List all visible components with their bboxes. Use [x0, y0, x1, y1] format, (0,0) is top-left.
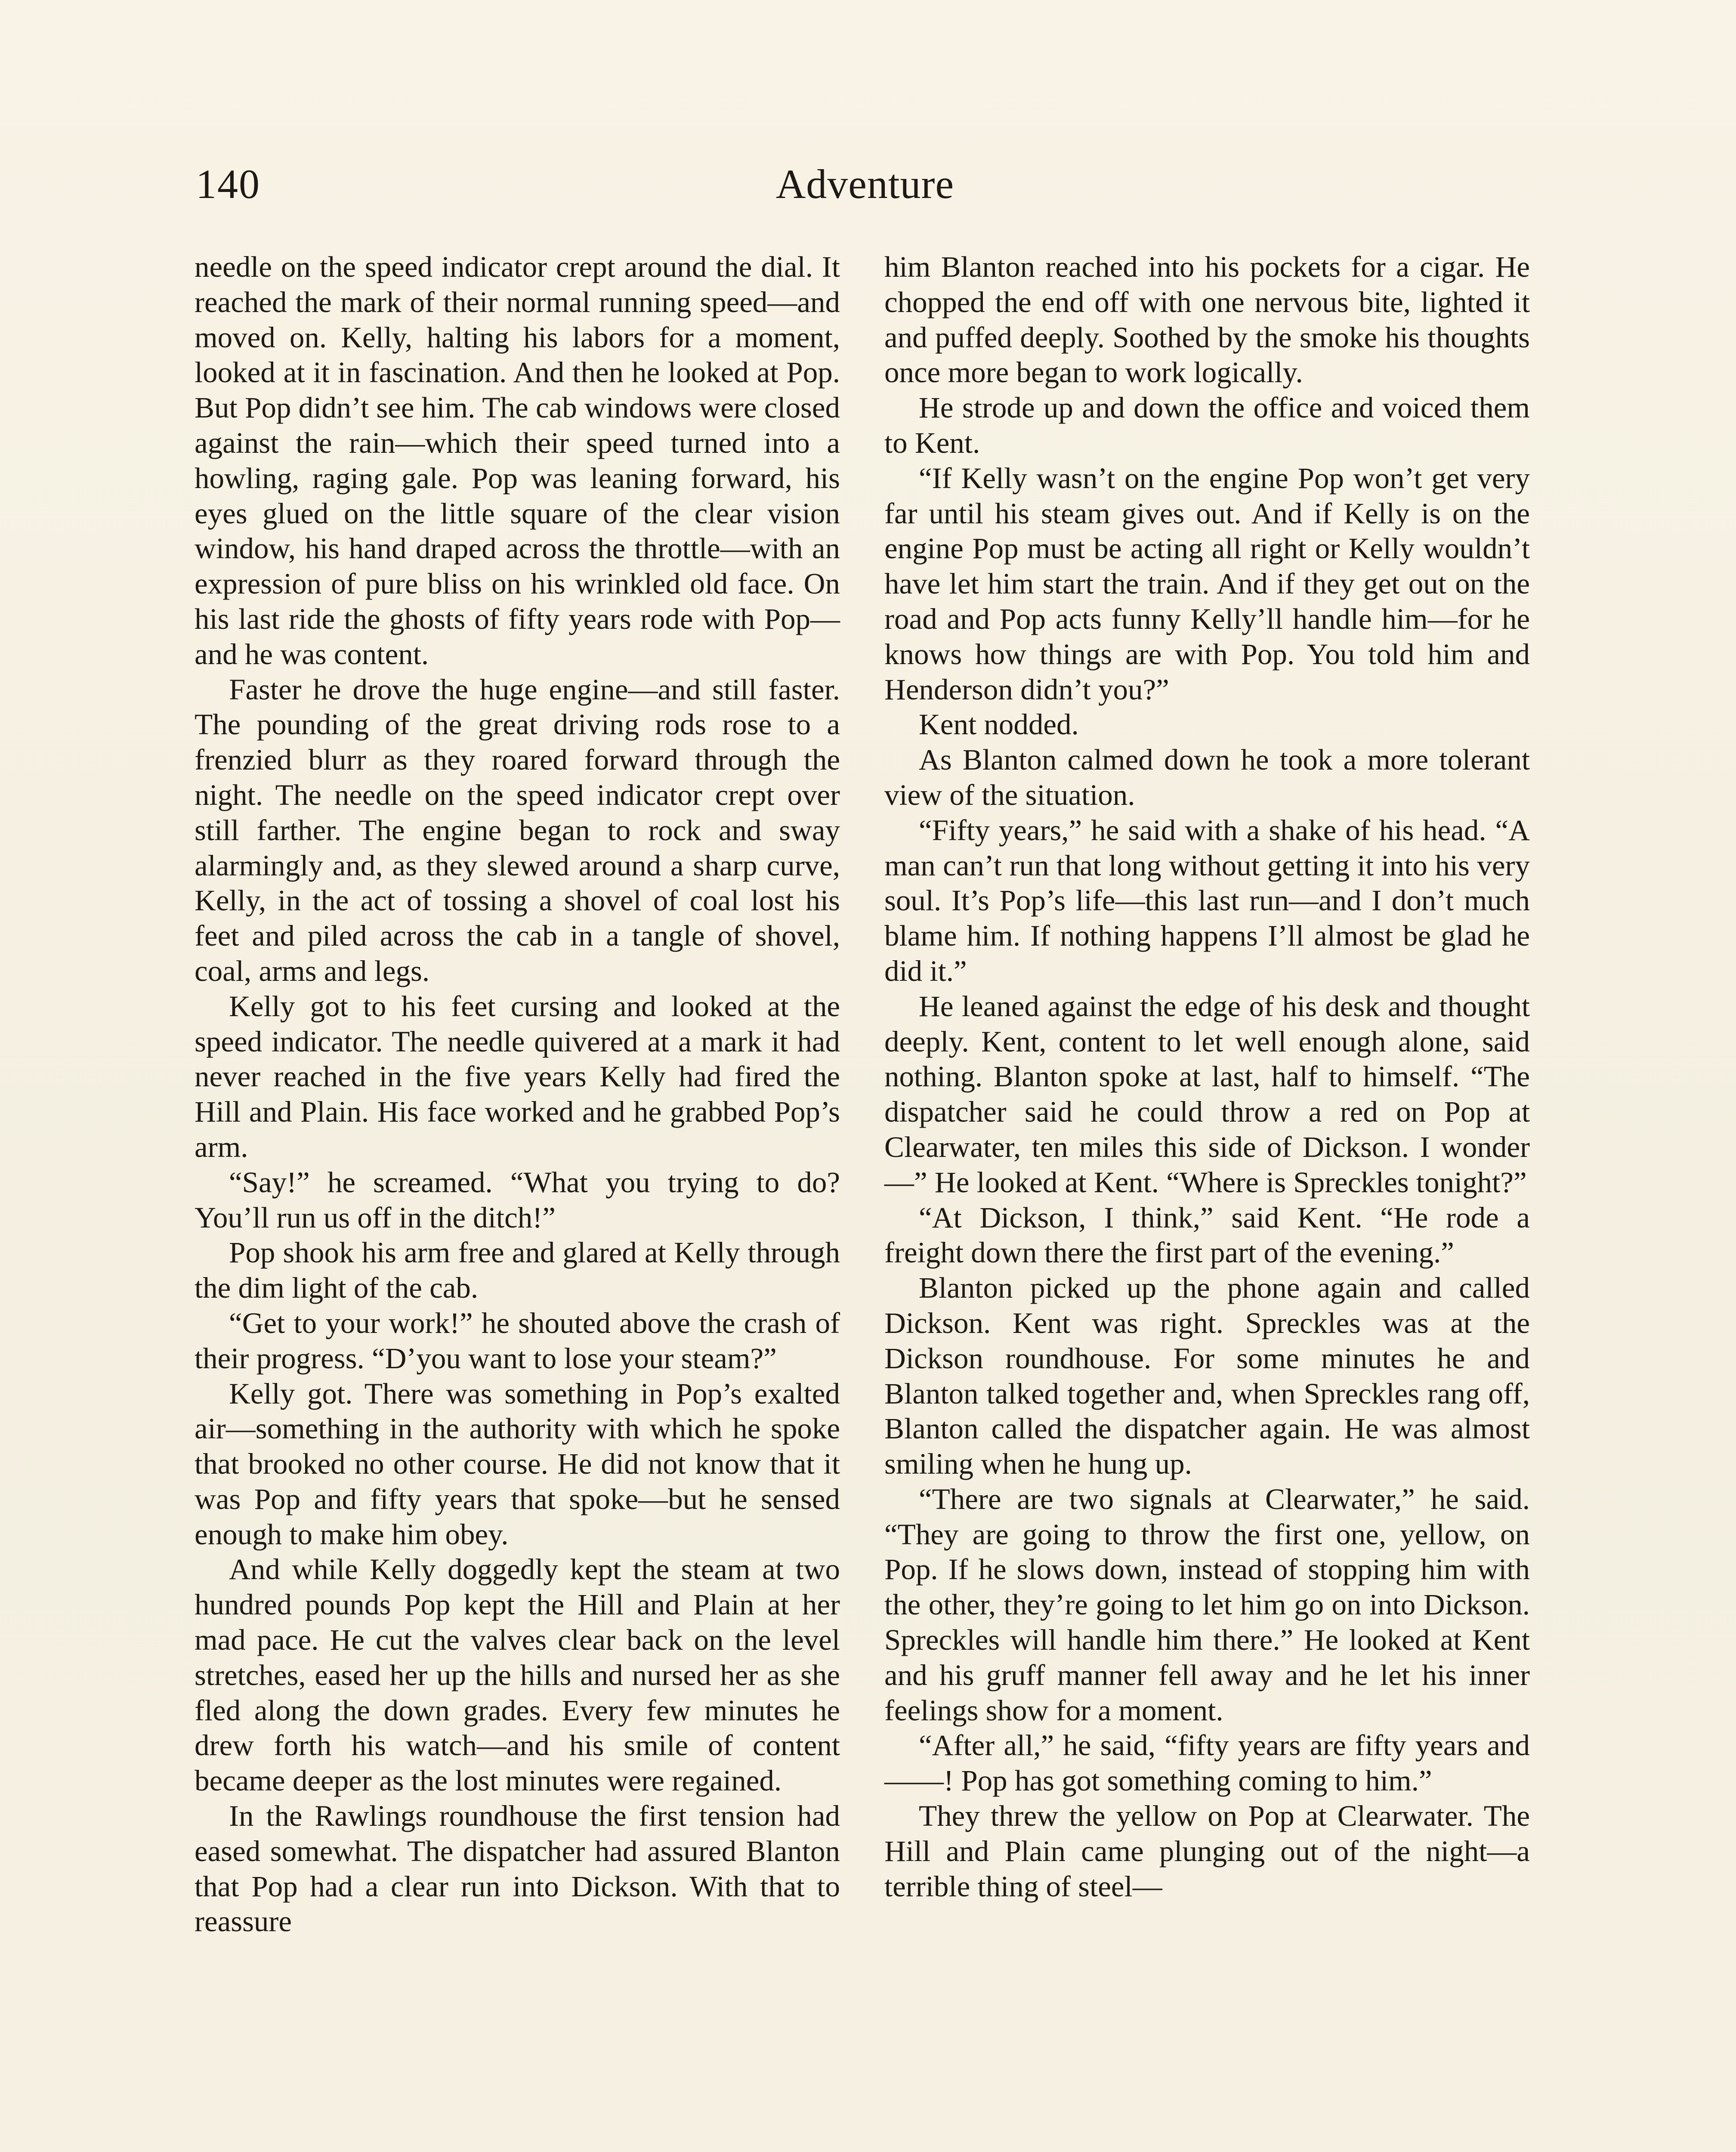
paragraph: In the Rawlings roundhouse the first tension had eased somewhat. The dispatcher had assured Blanton that Pop had a clear run into Dickson. With that to reassure — [195, 1800, 840, 1938]
paragraph: “Fifty years,” he said with a shake of his head. “A man can’t run that long without getting it into his very soul. It’s Pop’s life—this last run—and I don’t much blame him. If nothing happens I’ll almost be glad he did it.” — [884, 813, 1530, 987]
left-column — [195, 250, 840, 1939]
page-number: 140 — [196, 161, 260, 207]
paragraph: Kelly got. There was something in Pop’s exalted air—something in the authority with which he spoke that brooked no other course. He did not know that it was Pop and fifty years that spoke—but he sensed enough to make him obey. — [195, 1377, 840, 1551]
paragraph: They threw the yellow on Pop at Clearwater. The Hill and Plain came plunging out of the night—a terrible thing of steel— — [884, 1800, 1530, 1903]
paragraph: Faster he drove the huge engine—and still faster. The pounding of the great driving rods rose to a frenzied blurr as they roared forward through the night. The needle on the speed indicator crept over still farther. The engine began to rock and sway alarmingly and, as they slewed around a sharp curve, Kelly, in the act of tossing a shovel of coal lost his feet and piled across the cab in a tangle of shovel, coal, arms and legs. — [195, 673, 840, 987]
paragraph: “There are two signals at Clearwater,” he said. “They are going to throw the first one, yellow, on Pop. If he slows down, instead of stopping him with the other, they’re going to let him go on into Dickson. Spreckles will handle him there.” He looked at Kent and his gruff manner fell away and he let his inner feelings show for a moment. — [884, 1482, 1530, 1727]
paragraph: He strode up and down the office and voiced them to Kent. — [884, 391, 1530, 459]
paragraph: Pop shook his arm free and glared at Kelly through the dim light of the cab. — [195, 1236, 840, 1305]
running-title: Adventure — [775, 161, 954, 207]
paragraph: “Get to your work!” he shouted above the crash of their progress. “D’you want to lose your steam?” — [195, 1306, 840, 1375]
paragraph: “Say!” he screamed. “What you trying to do? You’ll run us off in the ditch!” — [195, 1166, 840, 1234]
paragraph: “If Kelly wasn’t on the engine Pop won’t get very far until his steam gives out. And if Kelly is on the engine Pop must be acting all right or Kelly wouldn’t have let him start the train. And if they get out on the road and Pop acts funny Kelly’ll handle him—for he knows how things are with Pop. You told him and Henderson didn’t you?” — [884, 461, 1530, 706]
right-column — [884, 250, 1530, 1904]
paragraph: As Blanton calmed down he took a more tolerant view of the situation. — [884, 743, 1530, 811]
paragraph: “After all,” he said, “fifty years are fifty years and ——! Pop has got something coming to him.” — [884, 1729, 1530, 1797]
paragraph: Kent nodded. — [919, 708, 1079, 741]
paragraph: needle on the speed indicator crept around the dial. It reached the mark of their normal running speed—and moved on. Kelly, halting his labors for a moment, looked at it in fascination. And then he looked at Pop. But Pop didn’t see him. The cab windows were closed against the rain—which their speed turned into a howling, raging gale. Pop was leaning forward, his eyes glued on the little square of the clear vision window, his hand draped across the throttle—with an expression of pure bliss on his wrinkled old face. On his last ride the ghosts of fifty years rode with Pop—and he was content. — [195, 250, 840, 671]
paragraph: And while Kelly doggedly kept the steam at two hundred pounds Pop kept the Hill and Plain at her mad pace. He cut the valves clear back on the level stretches, eased her up the hills and nursed her as she fled along the down grades. Every few minutes he drew forth his watch—and his smile of content became deeper as the lost minutes were regained. — [195, 1553, 840, 1797]
paragraph: him Blanton reached into his pockets for a cigar. He chopped the end off with one nervous bite, lighted it and puffed deeply. Soothed by the smoke his thoughts once more began to work logically. — [884, 250, 1530, 389]
paragraph: He leaned against the edge of his desk and thought deeply. Kent, content to let well enough alone, said nothing. Blanton spoke at last, half to himself. “The dispatcher said he could throw a red on Pop at Clearwater, ten miles this side of Dickson. I wonder—” He looked at Kent. “Where is Spreckles tonight?” — [884, 989, 1530, 1199]
paragraph: “At Dickson, I think,” said Kent. “He rode a freight down there the first part of the evening.” — [884, 1201, 1530, 1269]
paragraph: Kelly got to his feet cursing and looked at the speed indicator. The needle quivered at a mark it had never reached in the five years Kelly had fired the Hill and Plain. His face worked and he grabbed Pop’s arm. — [195, 989, 840, 1163]
page-header — [196, 158, 1534, 210]
paragraph: Blanton picked up the phone again and called Dickson. Kent was right. Spreckles was at the Dickson roundhouse. For some minutes he and Blanton talked together and, when Spreckles rang off, Blanton called the dispatcher again. He was almost smiling when he hung up. — [884, 1271, 1530, 1481]
